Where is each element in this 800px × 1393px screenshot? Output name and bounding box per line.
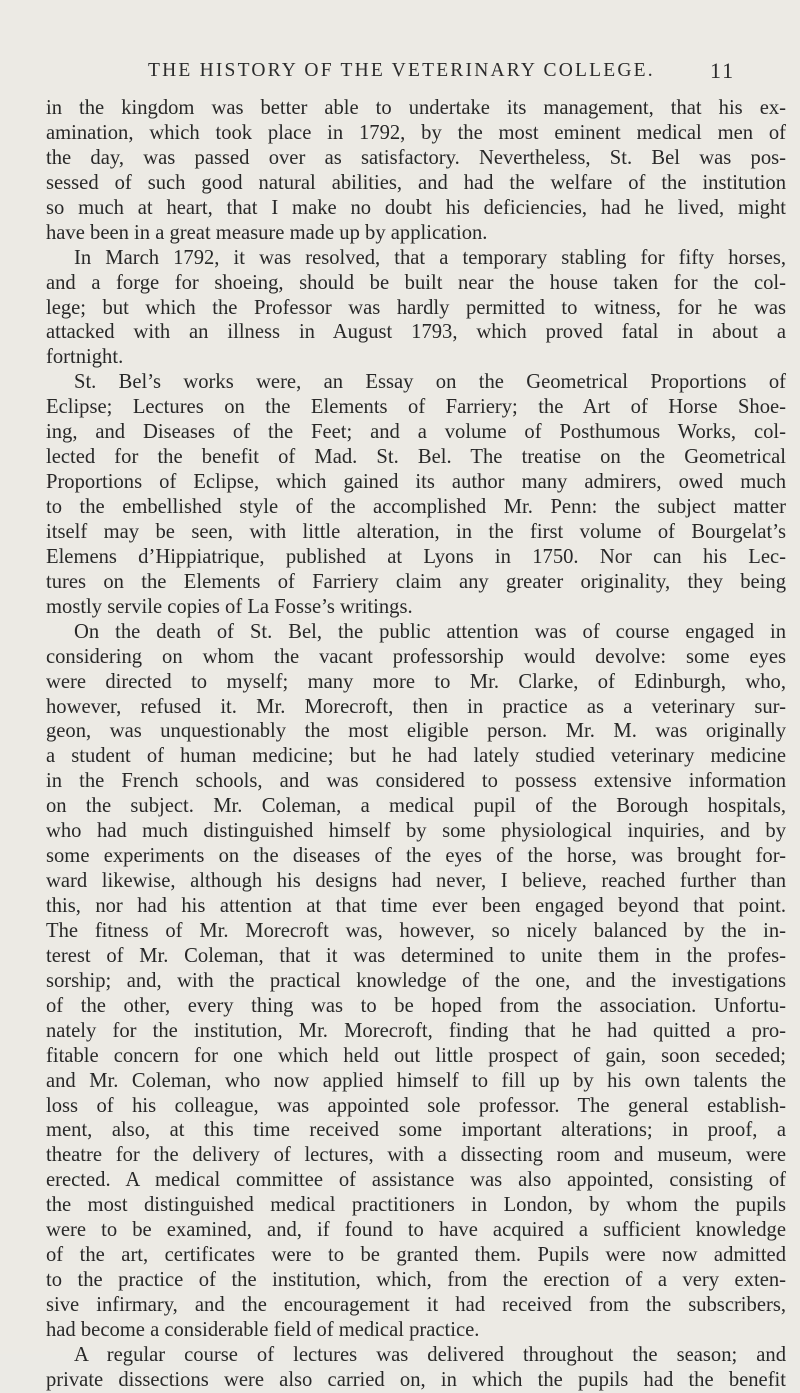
text-line: Proportions of Eclipse, which gained its author many admirers, owed much	[46, 471, 786, 494]
text-line: itself may be seen, with little alteration, in the first volume of Bourgelat’s	[46, 520, 786, 543]
text-line: geon, was unquestionably the most eligible person. Mr. M. was originally	[46, 720, 786, 743]
text-line: were directed to myself; many more to Mr. Clarke, of Edinburgh, who,	[46, 670, 786, 693]
text-line: lected for the benefit of Mad. St. Bel. The treatise on the Geometrical	[46, 446, 786, 469]
text-line: nately for the institution, Mr. Morecroft, finding that he had quitted a pro-	[46, 1019, 786, 1042]
text-line: this, nor had his attention at that time ever been engaged beyond that point.	[46, 895, 786, 917]
text-line: ing, and Diseases of the Feet; and a volume of Posthumous Works, col-	[46, 421, 786, 444]
text-line: sessed of such good natural abilities, and had the welfare of the institution	[46, 171, 786, 194]
text-line: The fitness of Mr. Morecroft was, however, so nicely balanced by the in-	[46, 919, 786, 942]
page-number: 11	[710, 58, 736, 83]
text-line: tures on the Elements of Farriery claim any greater originality, they being	[46, 570, 786, 593]
page-header	[148, 56, 788, 92]
text-line: St. Bel’s works were, an Essay on the Geometrical Proportions of	[74, 371, 786, 394]
text-line: on the subject. Mr. Coleman, a medical pupil of the Borough hospitals,	[46, 795, 786, 818]
text-line: of the other, every thing was to be hoped from the association. Unfortu-	[46, 994, 786, 1017]
text-line: theatre for the delivery of lectures, with a dissecting room and museum, were	[46, 1144, 786, 1167]
text-line: to the practice of the institution, which, from the erection of a very exten-	[46, 1269, 786, 1292]
text-line: In March 1792, it was resolved, that a temporary stabling for fifty horses,	[74, 246, 786, 269]
text-line: On the death of St. Bel, the public attention was of course engaged in	[74, 620, 786, 643]
text-line: however, refused it. Mr. Morecroft, then in practice as a veterinary sur-	[46, 695, 786, 718]
text-line: ward likewise, although his designs had never, I believe, reached further than	[46, 870, 786, 893]
text-line: in the kingdom was better able to undertake its management, that his ex-	[46, 97, 786, 119]
text-line: Elemens d’Hippiatrique, published at Lyons in 1750. Nor can his Lec-	[46, 545, 786, 568]
text-line: sive infirmary, and the encouragement it had received from the subscribers,	[46, 1294, 786, 1316]
text-line: the day, was passed over as satisfactory. Nevertheless, St. Bel was pos-	[46, 146, 786, 169]
text-line: mostly servile copies of La Fosse’s writings.	[46, 595, 413, 618]
text-line: and a forge for shoeing, should be built near the house taken for the col-	[46, 271, 786, 294]
text-line: the most distinguished medical practitioners in London, by whom the pupils	[46, 1194, 786, 1217]
text-line: Eclipse; Lectures on the Elements of Farriery; the Art of Horse Shoe-	[46, 396, 786, 419]
text-line: in the French schools, and was considered to possess extensive information	[46, 770, 786, 793]
text-line: were to be examined, and, if found to have acquired a sufficient knowledge	[46, 1219, 786, 1242]
running-title: THE HISTORY OF THE VETERINARY COLLEGE.	[148, 60, 655, 81]
text-line: considering on whom the vacant professorship would devolve: some eyes	[46, 645, 786, 668]
text-line: private dissections were also carried on, in which the pupils had the benefit	[46, 1368, 786, 1391]
text-line: attacked with an illness in August 1793, which proved fatal in about a	[46, 321, 786, 344]
text-line: A regular course of lectures was delivered throughout the season; and	[74, 1343, 786, 1366]
text-line: lege; but which the Professor was hardly permitted to witness, for he was	[46, 296, 786, 319]
text-line: fitable concern for one which held out little prospect of gain, soon seceded;	[46, 1044, 786, 1067]
text-line: had become a considerable field of medical practice.	[46, 1318, 480, 1341]
body-text	[46, 96, 786, 1393]
text-line: a student of human medicine; but he had lately studied veterinary medicine	[46, 745, 786, 768]
text-line: ment, also, at this time received some important alterations; in proof, a	[46, 1119, 786, 1142]
text-line: have been in a great measure made up by application.	[46, 221, 488, 244]
text-line: to the embellished style of the accomplished Mr. Penn: the subject matter	[46, 496, 786, 518]
text-line: fortnight.	[46, 346, 124, 369]
text-line: terest of Mr. Coleman, that it was determined to unite them in the profes-	[46, 944, 786, 967]
text-line: and Mr. Coleman, who now applied himself to fill up by his own talents the	[46, 1069, 786, 1092]
text-line: some experiments on the diseases of the eyes of the horse, was brought for-	[46, 845, 786, 868]
text-line: so much at heart, that I make no doubt his deficiencies, had he lived, might	[46, 196, 786, 219]
text-line: of the art, certificates were to be granted them. Pupils were now admitted	[46, 1244, 786, 1267]
text-line: sorship; and, with the practical knowledge of the one, and the investigations	[46, 969, 786, 992]
text-line: who had much distinguished himself by some physiological inquiries, and by	[46, 820, 786, 843]
text-line: erected. A medical committee of assistance was also appointed, consisting of	[46, 1169, 786, 1192]
text-line: amination, which took place in 1792, by the most eminent medical men of	[46, 121, 786, 144]
text-line: loss of his colleague, was appointed sole professor. The general establish-	[46, 1094, 786, 1117]
